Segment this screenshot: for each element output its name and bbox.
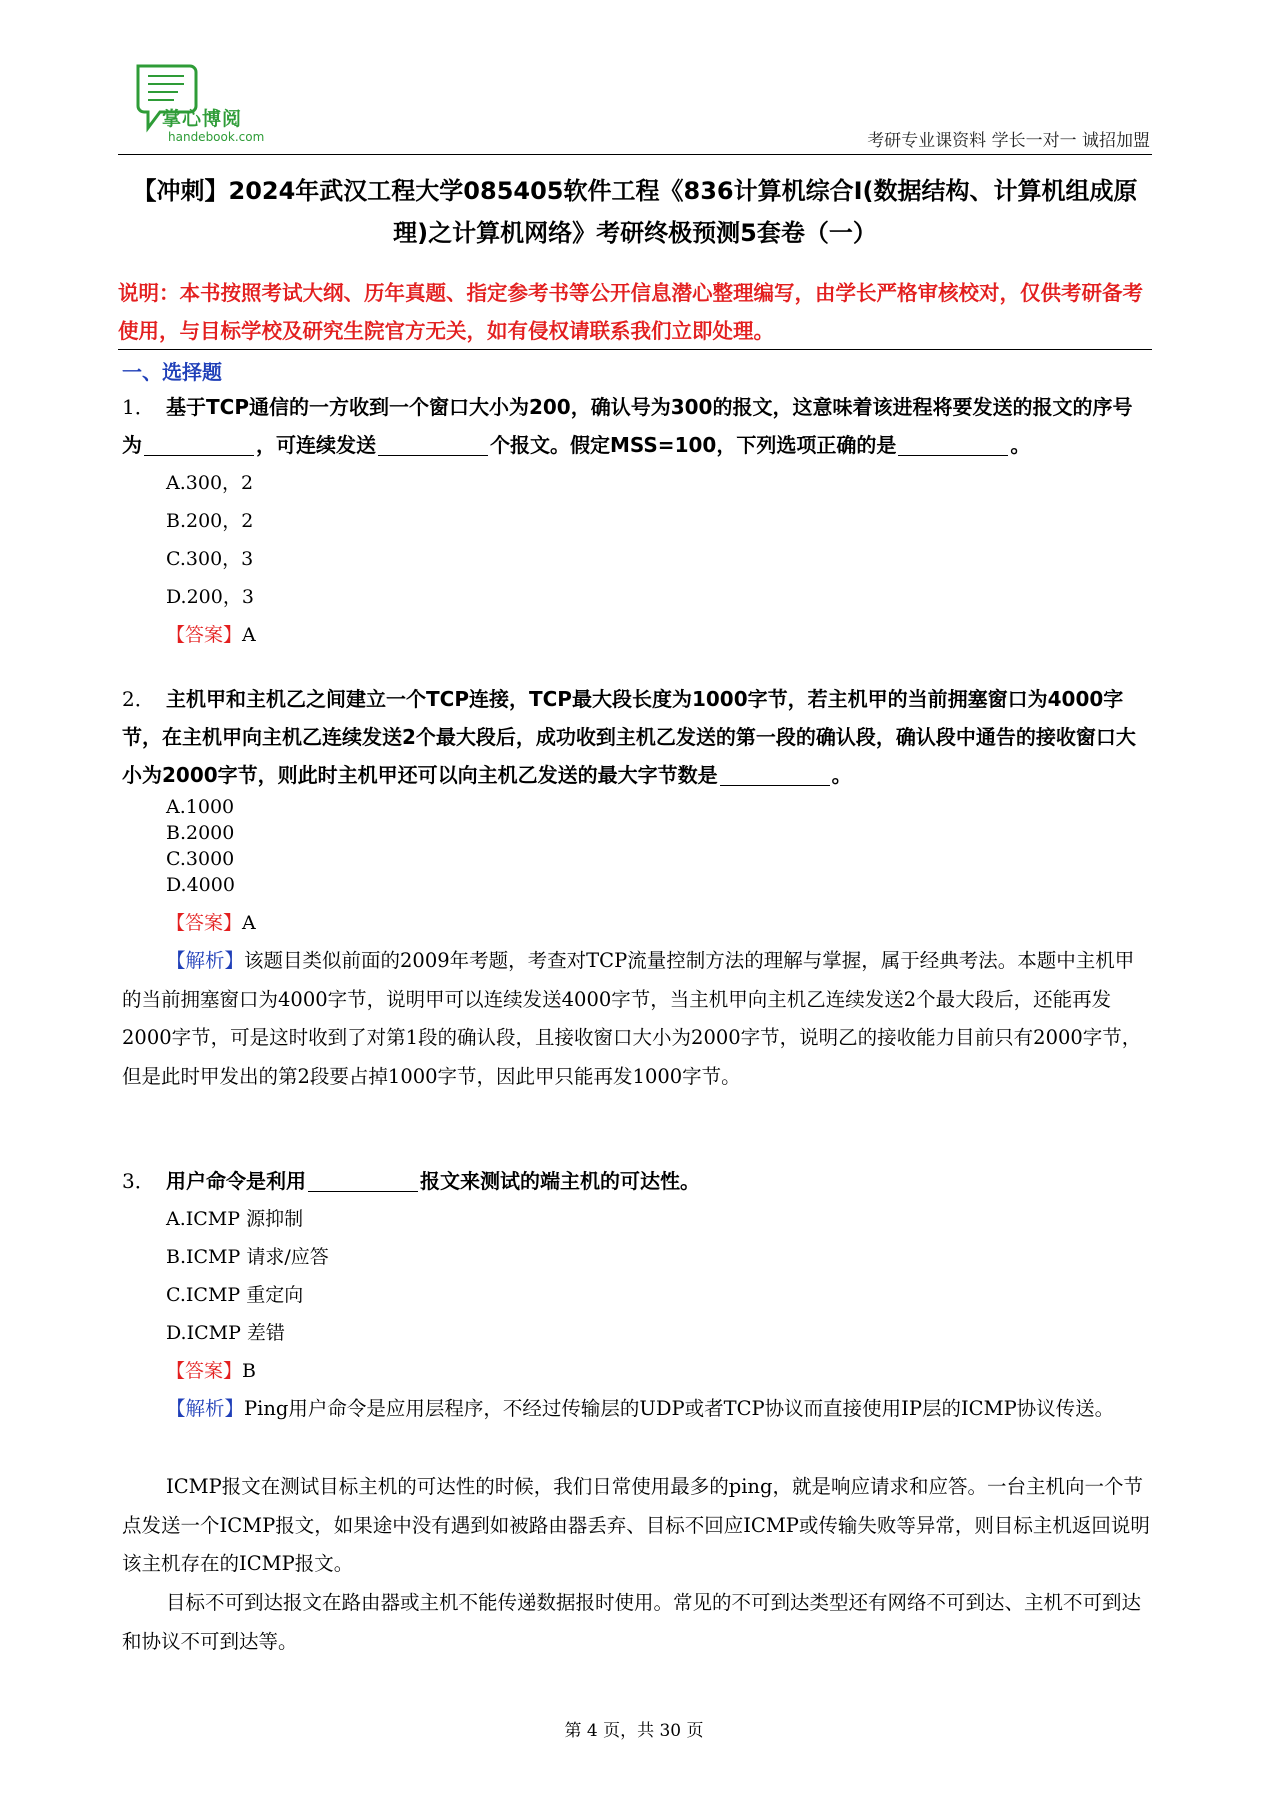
explanation-paragraph: 目标不可到达报文在路由器或主机不能传递数据报时使用。常见的不可到达类型还有网络不可到达、主机不可到达和协议不可到达等。: [122, 1591, 1142, 1653]
page-footer: 第 4 页，共 30 页: [564, 1721, 704, 1741]
answer-value: A: [242, 912, 256, 934]
answer-tag: 【答案】: [166, 1360, 243, 1382]
option-b: B.200，2: [166, 510, 254, 532]
answer-blank: [308, 1171, 418, 1192]
question-stem: 用户命令是利用 报文来测试的端主机的可达性。: [166, 1169, 700, 1193]
answer-line: [166, 908, 256, 935]
answer-blank: [720, 765, 830, 786]
answer-tag: 【答案】: [166, 624, 243, 646]
explanation-paragraph: ICMP报文在测试目标主机的可达性的时候，我们日常使用最多的ping，就是响应请求和应答。一台主机向一个节点发送一个ICMP报文，如果途中没有遇到如被路由器丢弃、目标不回应ICMP或传输失败等异常，则目标主机返回说明该主机存在的ICMP报文。: [122, 1475, 1150, 1575]
answer-blank: [378, 435, 488, 456]
document-title: 【冲刺】2024年武汉工程大学085405软件工程《836计算机综合I(数据结构、计算机组成原理)之计算机网络》考研终极预测5套卷（一）: [132, 177, 1138, 247]
option-d: D.ICMP 差错: [166, 1322, 285, 1344]
explanation-text: 该题目类似前面的2009年考题，考查对TCP流量控制方法的理解与掌握，属于经典考法。本题中主机甲的当前拥塞窗口为4000字节，说明甲可以连续发送4000字节，当主机甲向主机乙连续发送2个最大段后，还能再发2000字节，可是这时收到了对第1段的确认段，且接收窗口大小为2000字节，说明乙的接收能力目前只有2000字节，但是此时甲发出的第2段要占掉1000字节，因此甲只能再发1000字节。: [122, 949, 1142, 1088]
answer-blank: [898, 435, 1008, 456]
header-rule: [118, 154, 1152, 155]
explanation-tag: 【解析】: [166, 949, 245, 972]
answer-blank: [144, 435, 254, 456]
explanation-text: Ping用户命令是应用层程序，不经过传输层的UDP或者TCP协议而直接使用IP层的ICMP协议传送。: [244, 1397, 1115, 1420]
option-d: D.4000: [166, 874, 235, 896]
option-d: D.200，3: [166, 586, 254, 608]
answer-line: [166, 620, 256, 647]
answer-value: A: [242, 624, 256, 646]
option-a: A.ICMP 源抑制: [166, 1208, 304, 1230]
section-title: 一、选择题: [122, 360, 222, 384]
option-c: C.3000: [166, 848, 235, 870]
question-stem: 基于TCP通信的一方收到一个窗口大小为200，确认号为300的报文，这意味着该进程将要发送的报文的序号为 ，可连续发送 个报文。假定MSS=100，下列选项正确的是 。: [122, 395, 1133, 457]
answer-tag: 【答案】: [166, 912, 243, 934]
logo-url: handebook.com: [168, 130, 265, 144]
answer-value: B: [242, 1360, 256, 1382]
explanation: [122, 942, 1152, 1096]
explanation: [122, 1390, 1152, 1429]
notice-rule: [118, 349, 1152, 350]
header-tagline: 考研专业课资料 学长一对一 诚招加盟: [867, 131, 1150, 151]
question-2: [122, 680, 1152, 794]
question-number: 3．: [122, 1169, 155, 1193]
explanation-tag: 【解析】: [166, 1397, 245, 1420]
option-b: B.2000: [166, 822, 235, 844]
logo-text: 掌心博阅: [162, 108, 243, 130]
disclaimer-notice: 说明：本书按照考试大纲、历年真题、指定参考书等公开信息潜心整理编写，由学长严格审核校对，仅供考研备考使用，与目标学校及研究生院官方无关，如有侵权请联系我们立即处理。: [118, 281, 1143, 343]
answer-line: [166, 1356, 256, 1383]
question-1: [122, 388, 1152, 464]
question-3: [122, 1162, 1152, 1200]
option-c: C.ICMP 重定向: [166, 1284, 304, 1306]
question-stem: 主机甲和主机乙之间建立一个TCP连接，TCP最大段长度为1000字节，若主机甲的当前拥塞窗口为4000字节，在主机甲向主机乙连续发送2个最大段后，成功收到主机乙发送的第一段的确认段，确认段中通告的接收窗口大小为2000字节，则此时主机甲还可以向主机乙发送的最大字节数是 。: [122, 687, 1136, 787]
question-number: 1．: [122, 395, 155, 419]
option-a: A.1000: [166, 796, 235, 818]
option-a: A.300，2: [166, 472, 254, 494]
option-c: C.300，3: [166, 548, 254, 570]
question-number: 2．: [122, 687, 155, 711]
option-b: B.ICMP 请求/应答: [166, 1246, 329, 1268]
